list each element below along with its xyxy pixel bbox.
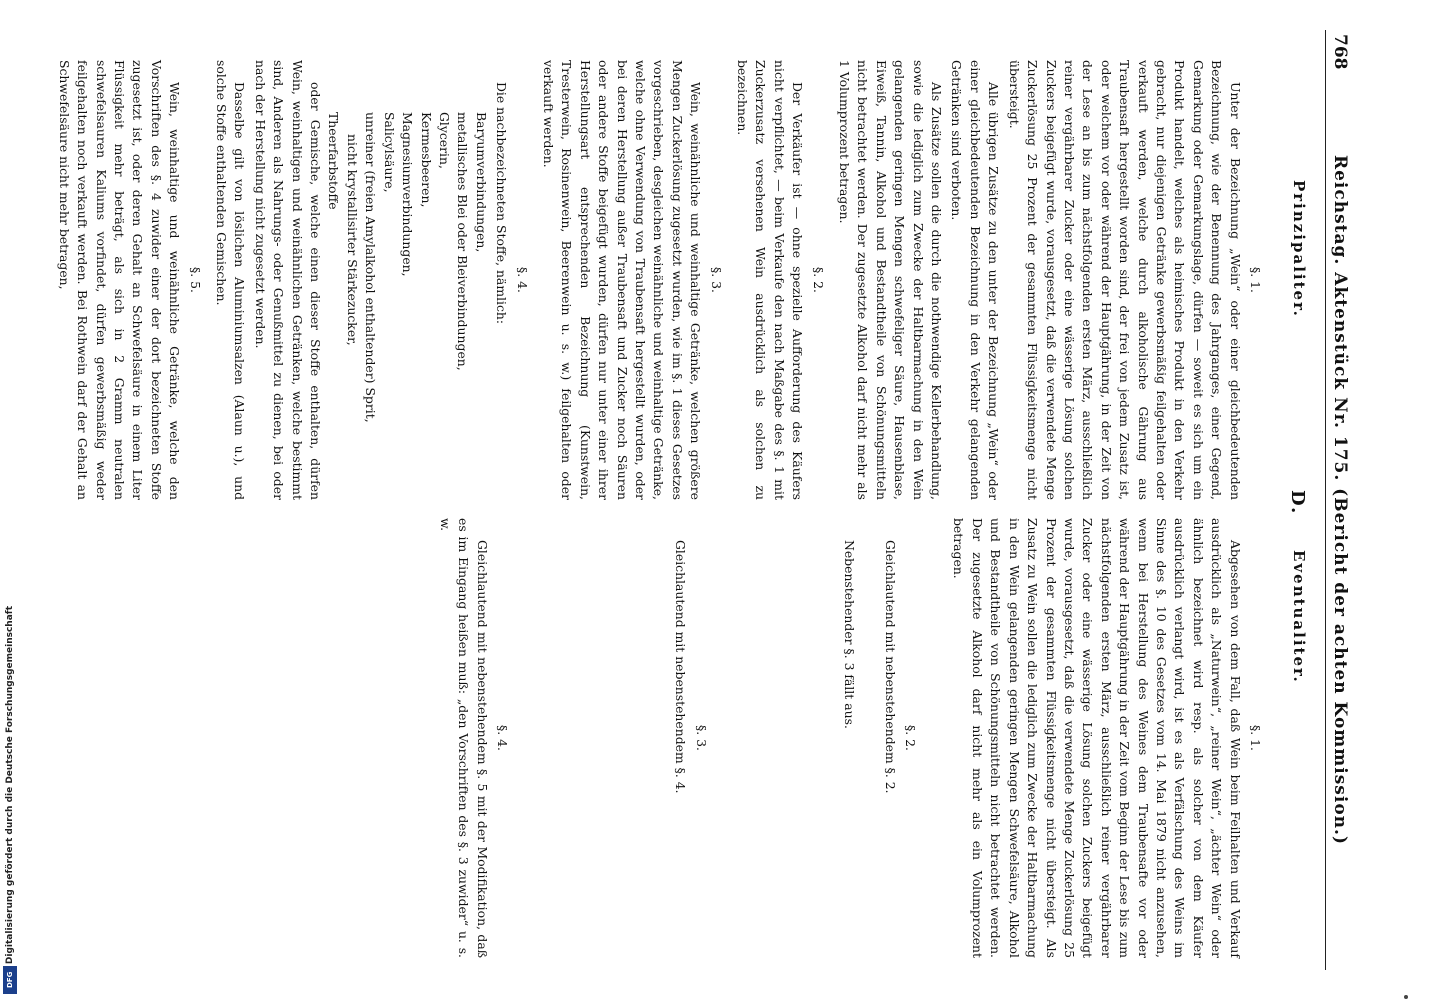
section-title: §. 2. xyxy=(903,725,919,751)
section-letter: D. xyxy=(1287,490,1308,516)
paragraph: Die nachbezeichneten Stoffe, nämlich: xyxy=(494,82,510,325)
page-number: 768 xyxy=(1330,34,1350,70)
section-title: §. 2. xyxy=(810,267,826,293)
digitization-credit xyxy=(0,0,20,1000)
paragraph: oder Gemische, welche einen dieser Stoffe enthalten, dürfen Wein, weinhaltigen und weinähnlichen Getränken, welche bestimmt sind, Anderen als Nahrungs- oder Genußmittel zu dienen, bei oder nach der Herstellung nicht zugesetzt werden. xyxy=(252,60,324,500)
column-headings xyxy=(1284,30,1308,970)
paragraph: Dasselbe gilt von löslichen Aluminiumsalzen (Alaun u.), und solche Stoffe enthaltenden Gemischen. xyxy=(214,60,248,500)
paragraph: Gleichlautend mit nebenstehendem §. 5 mit der Modifikation, daß es im Eingang heißen muß: „den Vorschriften des §. 3 zuwider“ u. s. w. xyxy=(437,518,490,958)
eventual-column xyxy=(433,518,1272,958)
paragraph: Gleichlautend mit nebenstehendem §. 4. xyxy=(673,540,689,794)
section-title: §. 1. xyxy=(1248,267,1263,293)
page-header xyxy=(1325,30,1350,970)
list-item: Salicylsäure, xyxy=(381,112,397,193)
paragraph: Alle übrigen Zusätze zu den unter der Bezeichnung „Wein“ oder einer gleichbedeutenden Bezeichnung in den Verkehr gelangenden Getränken sind verboten. xyxy=(949,60,1002,500)
rotated-text-block xyxy=(10,30,1350,970)
paragraph: Nebenstehender §. 3 fällt aus. xyxy=(842,540,858,729)
list-item: Theerfarbstoffe xyxy=(326,112,342,210)
principal-heading: Prinzipaliter. xyxy=(1290,180,1308,318)
paragraph: Abgesehen von dem Fall, daß Wein beim Feilhalten und Verkauf ausdrücklich als „Naturwein“, „reiner Wein“, „ächter Wein“ oder ähnlich bezeichnet wird resp. als solcher von dem Käufer ausdrücklich verlangt wird, ist es als Verfälschung des Weins im Sinne des §. 10 des Gesetzes vom 14. Mai 1879 nicht anzusehen, wenn bei Herstellung des Weines dem Traubensafte vor oder während der Hauptgährung in der Zeit vom Beginn der Lese bis zum nächstfolgenden ersten März, ausschließlich reiner vergährbarer Zucker oder eine wässerige Lösung solchen Zuckers beigefügt wurde, vorausgesetzt, daß die verwendete Menge Zuckerlösung 25 Prozent der gesammten Flüssigkeitsmenge nicht übersteigt. Als Zusatz zu Wein sollen die lediglich zum Zwecke der Haltbarmachung in den Wein gelangenden geringen Mengen Schwefelsäure, Alkohol und Bestandtheile von Schönungsmitteln nicht betrachtet werden. Der zugesetzte Alkohol darf nicht mehr als ein Volumprozent betragen. xyxy=(951,518,1243,958)
section-title: §. 3. xyxy=(708,267,724,293)
paragraph: Unter der Bezeichnung „Wein“ oder einer gleichbedeutenden Bezeichnung, wie der Benennung des Jahrganges, einer Gegend, Gemarkung oder Gemarkungslage, dürfen — soweit es sich um ein Produkt handelt, welches als heimisches Produkt in den Verkehr gebracht, nur diejenigen Getränke gewerbsmäßig feilgehalten oder verkauft werden, welche durch alkoholische Gährung aus Traubensaft hergestellt worden sind, der frei von jedem Zusatz ist, oder welchem vor oder während der Hauptgährung, in der Zeit von der Lese an bis zum nächstfolgenden ersten März, ausschließlich reiner vergährbarer Zucker oder eine wässerige Lösung solchen Zuckers beigefügt wurde, vorausgesetzt, daß die verwendete Menge Zuckerlösung 25 Prozent der gesammten Flüssigkeitsmenge nicht übersteigt. xyxy=(1006,60,1243,500)
section-title: §. 3. xyxy=(693,725,709,751)
paragraph: Wein, weinhaltige und weinähnliche Getränke, welche den Vorschriften des §. 4 zuwider einer der dort bezeichneten Stoffe zugesetzt ist, oder deren Gehalt an Schwefelsäure in einem Liter Flüssigkeit mehr beträgt, als sich in 2 Gramm neutralen schwefelsauren Kaliums vorfindet, dürfen gewerbsmäßig weder feilgehalten noch verkauft werden. Bei Rothwein darf der Gehalt an Schwefelsäure nicht mehr betragen, xyxy=(56,60,183,500)
principal-column xyxy=(52,60,1272,500)
section-title: §. 4. xyxy=(514,267,530,293)
paragraph: Gleichlautend mit nebenstehendem §. 2. xyxy=(882,540,898,794)
list-item: Glycerin, xyxy=(436,112,452,169)
list-item: unreiner (freien Amylalkohol enthaltender) Sprit, xyxy=(363,112,379,423)
credit-text: Digitalisierung gefördert durch die Deutsche Forschungsgemeinschaft xyxy=(5,606,15,965)
paragraph: Als Zusätze sollen die durch die nothwendige Kellerbehandlung, sowie die lediglich zum Zwecke der Haltbarmachung in den Wein gelangenden geringen Mengen schwefeliger Säure, Hausenblase, Eiweiß, Tannin, Alkohol und Bestandtheile von Schönungsmitteln nicht betrachtet werden. Der zugesetzte Alkohol darf nicht mehr als 1 Volumprozent betragen. xyxy=(837,60,945,500)
dfg-logo-text: DFG xyxy=(6,971,14,989)
section-title: §. 5. xyxy=(187,267,203,293)
list-item: nicht krystallisirter Stärkezucker, xyxy=(344,134,360,346)
section-title: §. 4. xyxy=(495,725,511,751)
scan-speck xyxy=(1404,995,1408,999)
paragraph: Der Verkäufer ist — ohne spezielle Aufforderung des Käufers nicht verpflichtet, — beim Verkaufe den nach Maßgabe des §. 1 mit Zuckerzusatz versehenen Wein ausdrücklich als solchen zu bezeichnen. xyxy=(735,60,806,500)
eventual-heading: Eventualiter. xyxy=(1290,550,1308,684)
section-title: §. 1. xyxy=(1248,725,1263,751)
running-head: Reichstag. Aktenstück Nr. 175. (Bericht der achten Kommission.) xyxy=(1330,154,1350,845)
list-item: metallisches Blei oder Bleiverbindungen, xyxy=(455,112,471,371)
list-item: Baryumverbindungen, xyxy=(473,112,489,253)
list-item: Kermesbeeren, xyxy=(418,112,434,208)
dfg-logo xyxy=(3,966,17,994)
list-item: Magnesiumverbindungen, xyxy=(400,112,416,277)
paragraph: Wein, weinähnliche und weinhaltige Getränke, welchen größere Mengen Zuckerlösung zugesetzt wurden, wie im §. 1 dieses Gesetzes vorgeschrieben, desgleichen weinähnliche und weinhaltige Getränke, welche ohne Verwendung von Traubensaft hergestellt wurden, oder bei deren Herstellung außer Traubensaft und Zucker noch Säuren oder andere Stoffe beigefügt wurden, dürfen nur unter einer ihrer Herstellungsart entsprechenden Bezeichnung (Kunstwein, Tresterwein, Rosinenwein, Beerenwein u. s. w.) feilgehalten oder verkauft werden. xyxy=(540,60,704,500)
substance-list xyxy=(324,60,490,500)
